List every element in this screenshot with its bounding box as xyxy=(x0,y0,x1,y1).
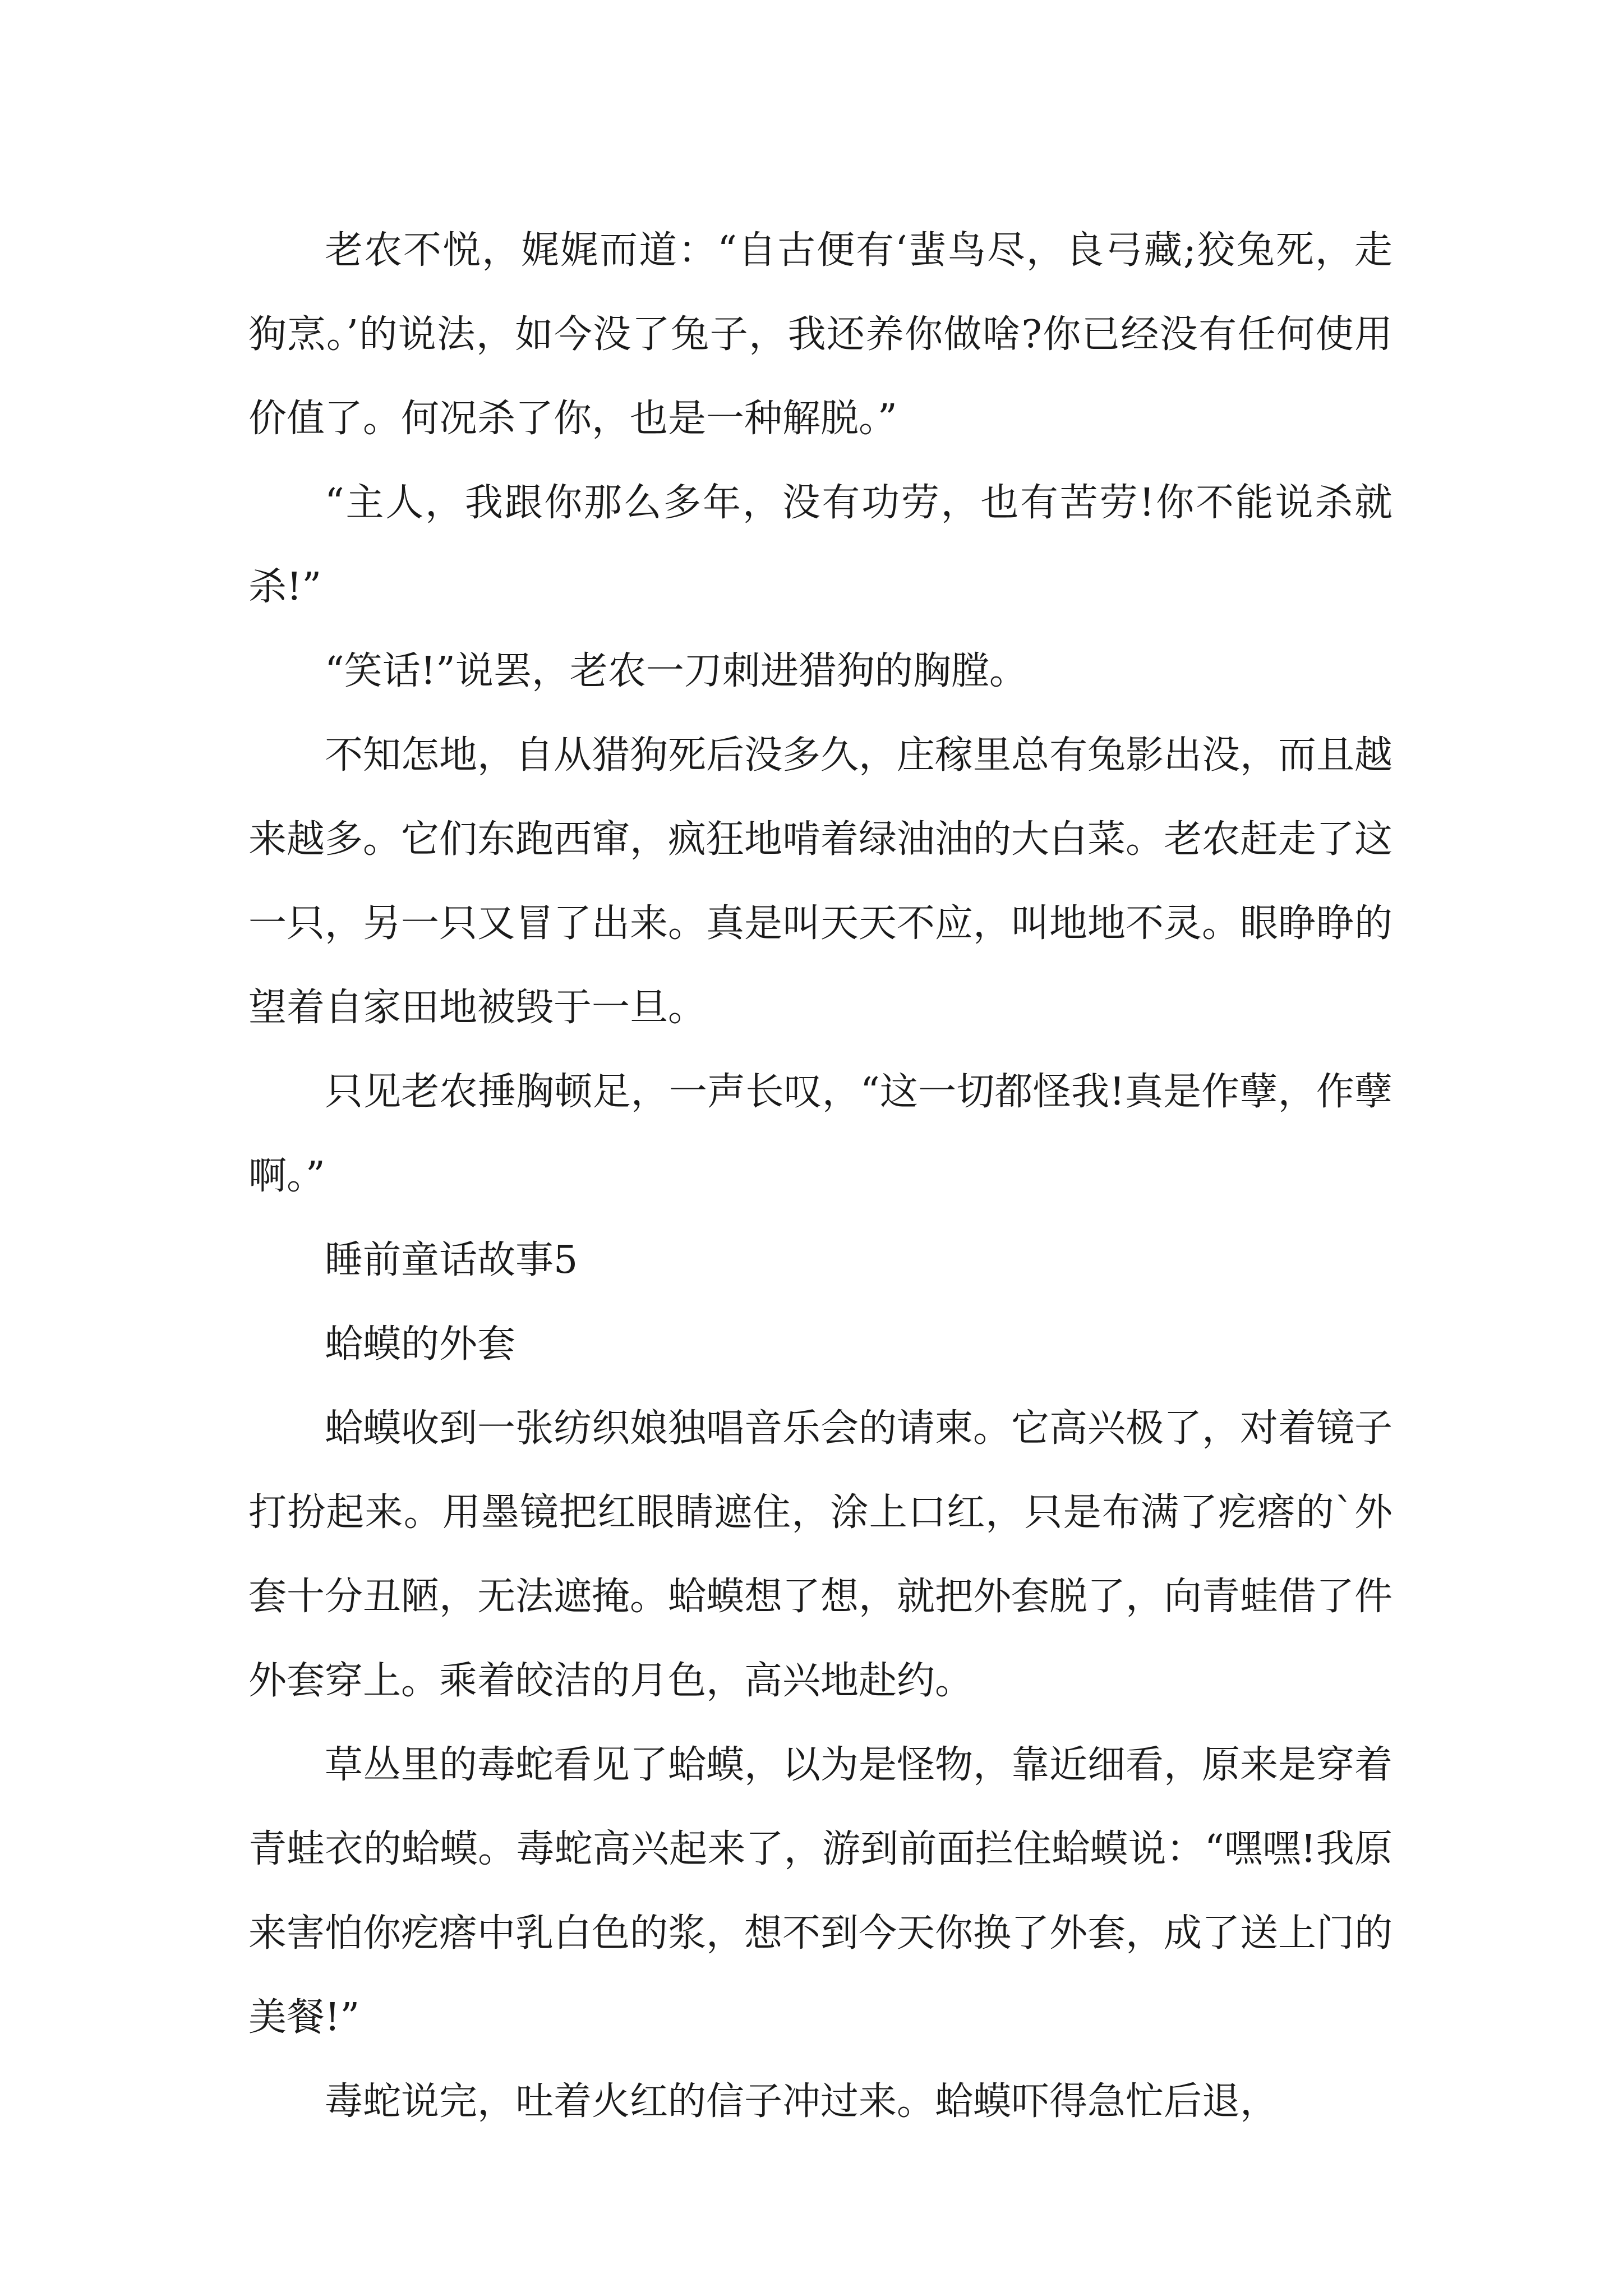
paragraph-farmer-regret: 只见老农捶胸顿足，一声长叹，“这一切都怪我!真是作孽，作孽啊。” xyxy=(248,1070,1393,1198)
paragraph-farmer-speech: 老农不悦，娓娓而道：“自古便有‘蜚鸟尽，良弓藏;狡兔死，走狗烹。’的说法，如今没了兔子，我还养你做啥?你已经没有任何使用价值了。何况杀了你，也是一种解脱。” xyxy=(248,228,1393,441)
document-body xyxy=(248,209,1393,2144)
paragraph-dog-plea: “主人，我跟你那么多年，没有功劳，也有苦劳!你不能说杀就杀!” xyxy=(248,481,1393,609)
paragraph-farmer-kills-dog: “笑话!”说罢，老农一刀刺进猎狗的胸膛。 xyxy=(325,649,1027,693)
paragraph-rabbits-return: 不知怎地，自从猎狗死后没多久，庄稼里总有兔影出没，而且越来越多。它们东跑西窜，疯狂地啃着绿油油的大白菜。老农赶走了这一只，另一只又冒了出来。真是叫天天不应，叫地地不灵。眼睁睁的望着自家田地被毁于一旦。 xyxy=(248,733,1393,1030)
paragraph-toad-invitation: 蛤蟆收到一张纺织娘独唱音乐会的请柬。它高兴极了，对着镜子打扮起来。用墨镜把红眼睛遮住，涂上口红，只是布满了疙瘩的`外套十分丑陋，无法遮掩。蛤蟆想了想，就把外套脱了，向青蛙借了件外套穿上。乘着皎洁的月色，高兴地赴约。 xyxy=(248,1406,1393,1703)
paragraph-snake-encounter: 草丛里的毒蛇看见了蛤蟆，以为是怪物，靠近细看，原来是穿着青蛙衣的蛤蟆。毒蛇高兴起来了，游到前面拦住蛤蟆说：“嘿嘿!我原来害怕你疙瘩中乳白色的浆，想不到今天你换了外套，成了送上门的美餐!” xyxy=(248,1743,1393,2040)
story-title: 蛤蟆的外套 xyxy=(325,1322,516,1366)
section-heading: 睡前童话故事5 xyxy=(325,1238,578,1282)
paragraph-snake-attack: 毒蛇说完，吐着火红的信子冲过来。蛤蟆吓得急忙后退， xyxy=(325,2079,1279,2124)
